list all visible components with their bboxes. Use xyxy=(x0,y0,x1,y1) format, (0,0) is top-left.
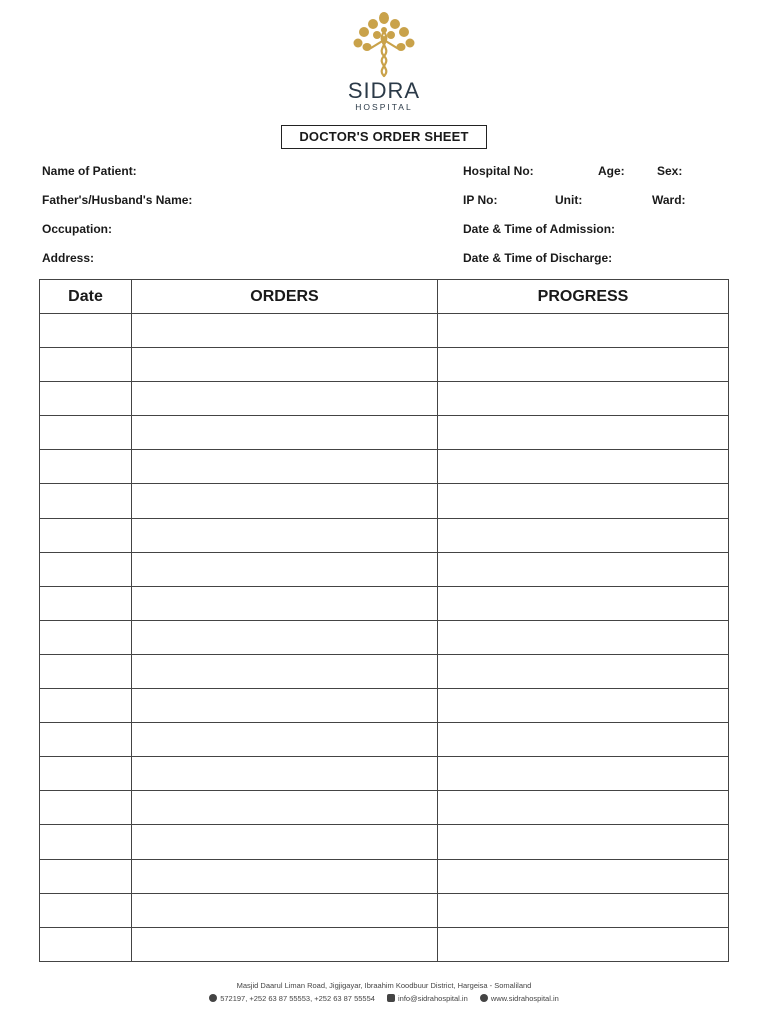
field-hospital-no: Hospital No: xyxy=(463,164,534,178)
orders-cell[interactable] xyxy=(132,791,438,825)
field-admission-datetime: Date & Time of Admission: xyxy=(463,222,616,236)
table-header-row xyxy=(40,280,729,314)
orders-cell[interactable] xyxy=(132,450,438,484)
phone-icon xyxy=(209,994,217,1002)
footer-address: Masjid Daarul Liman Road, Jigjigayar, Ibraahim Koodbuur District, Hargeisa - Somaliland xyxy=(236,981,532,990)
orders-cell[interactable] xyxy=(132,825,438,859)
orders-cell[interactable] xyxy=(132,927,438,961)
footer-phone: 572197, +252 63 87 55553, +252 63 87 55554 xyxy=(220,994,375,1003)
date-cell[interactable] xyxy=(40,825,132,859)
date-cell[interactable] xyxy=(40,348,132,382)
date-cell[interactable] xyxy=(40,654,132,688)
table-row xyxy=(40,314,729,348)
date-cell[interactable] xyxy=(40,518,132,552)
table-row xyxy=(40,382,729,416)
date-cell[interactable] xyxy=(40,450,132,484)
hospital-logo xyxy=(0,10,768,112)
date-cell[interactable] xyxy=(40,689,132,723)
table-row xyxy=(40,484,729,518)
field-occupation: Occupation: xyxy=(42,222,113,236)
table-row xyxy=(40,586,729,620)
orders-cell[interactable] xyxy=(132,893,438,927)
orders-cell[interactable] xyxy=(132,552,438,586)
table-row xyxy=(40,723,729,757)
field-ward: Ward: xyxy=(652,193,686,207)
date-cell[interactable] xyxy=(40,791,132,825)
date-cell[interactable] xyxy=(40,314,132,348)
field-father-husband-name: Father's/Husband's Name: xyxy=(42,193,193,207)
orders-cell[interactable] xyxy=(132,484,438,518)
footer-web: www.sidrahospital.in xyxy=(490,994,559,1003)
hospital-subtitle: HOSPITAL xyxy=(355,102,413,112)
progress-cell[interactable] xyxy=(438,757,729,791)
orders-cell[interactable] xyxy=(132,314,438,348)
orders-cell[interactable] xyxy=(132,723,438,757)
table-row xyxy=(40,654,729,688)
date-cell[interactable] xyxy=(40,552,132,586)
field-address: Address: xyxy=(42,251,95,265)
progress-cell[interactable] xyxy=(438,620,729,654)
orders-cell[interactable] xyxy=(132,654,438,688)
table-row xyxy=(40,620,729,654)
date-cell[interactable] xyxy=(40,893,132,927)
orders-cell[interactable] xyxy=(132,382,438,416)
date-cell[interactable] xyxy=(40,586,132,620)
form-title: DOCTOR'S ORDER SHEET xyxy=(281,125,487,149)
date-cell[interactable] xyxy=(40,723,132,757)
table-row xyxy=(40,348,729,382)
progress-cell[interactable] xyxy=(438,689,729,723)
progress-cell[interactable] xyxy=(438,348,729,382)
date-cell[interactable] xyxy=(40,416,132,450)
field-ip-no: IP No: xyxy=(463,193,498,207)
date-cell[interactable] xyxy=(40,382,132,416)
table-row xyxy=(40,518,729,552)
progress-cell[interactable] xyxy=(438,927,729,961)
table-row xyxy=(40,893,729,927)
orders-cell[interactable] xyxy=(132,586,438,620)
date-cell[interactable] xyxy=(40,620,132,654)
email-icon xyxy=(387,994,395,1002)
table-row xyxy=(40,927,729,961)
progress-cell[interactable] xyxy=(438,518,729,552)
progress-cell[interactable] xyxy=(438,825,729,859)
progress-cell[interactable] xyxy=(438,723,729,757)
field-discharge-datetime: Date & Time of Discharge: xyxy=(463,251,613,265)
table-row xyxy=(40,689,729,723)
progress-cell[interactable] xyxy=(438,893,729,927)
field-sex: Sex: xyxy=(657,164,683,178)
orders-cell[interactable] xyxy=(132,348,438,382)
table-row xyxy=(40,416,729,450)
progress-cell[interactable] xyxy=(438,552,729,586)
orders-cell[interactable] xyxy=(132,518,438,552)
tree-logo-icon xyxy=(349,10,419,78)
header-progress: PROGRESS xyxy=(438,280,729,314)
progress-cell[interactable] xyxy=(438,450,729,484)
progress-cell[interactable] xyxy=(438,416,729,450)
table-row xyxy=(40,450,729,484)
table-row xyxy=(40,859,729,893)
date-cell[interactable] xyxy=(40,484,132,518)
field-patient-name: Name of Patient: xyxy=(42,164,137,178)
header-date: Date xyxy=(40,280,132,314)
orders-cell[interactable] xyxy=(132,859,438,893)
web-icon xyxy=(480,994,488,1002)
progress-cell[interactable] xyxy=(438,382,729,416)
date-cell[interactable] xyxy=(40,859,132,893)
header-orders: ORDERS xyxy=(132,280,438,314)
table-row xyxy=(40,791,729,825)
orders-cell[interactable] xyxy=(132,620,438,654)
progress-cell[interactable] xyxy=(438,484,729,518)
footer-contacts xyxy=(0,994,768,1003)
orders-cell[interactable] xyxy=(132,757,438,791)
hospital-name: SIDRA xyxy=(347,78,421,103)
orders-cell[interactable] xyxy=(132,416,438,450)
order-table xyxy=(39,279,729,962)
table-row xyxy=(40,552,729,586)
date-cell[interactable] xyxy=(40,757,132,791)
field-unit: Unit: xyxy=(555,193,583,207)
progress-cell[interactable] xyxy=(438,586,729,620)
field-age: Age: xyxy=(598,164,625,178)
progress-cell[interactable] xyxy=(438,859,729,893)
progress-cell[interactable] xyxy=(438,314,729,348)
progress-cell[interactable] xyxy=(438,654,729,688)
table-row xyxy=(40,825,729,859)
orders-cell[interactable] xyxy=(132,689,438,723)
footer-email: info@sidrahospital.in xyxy=(398,994,468,1003)
progress-cell[interactable] xyxy=(438,791,729,825)
date-cell[interactable] xyxy=(40,927,132,961)
table-row xyxy=(40,757,729,791)
